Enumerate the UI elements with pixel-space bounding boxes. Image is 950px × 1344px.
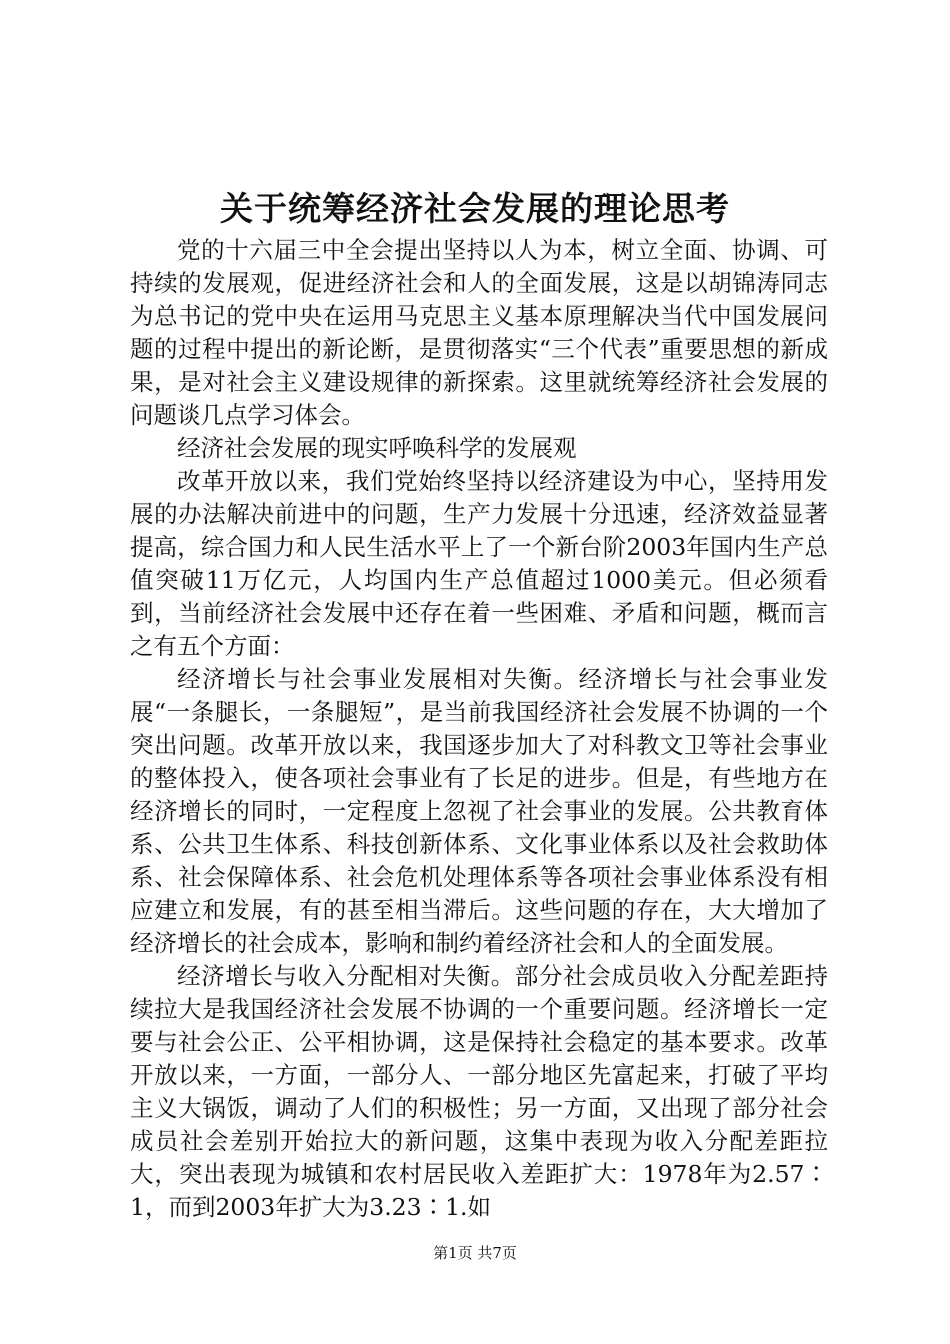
paragraph-intro: 党的十六届三中全会提出坚持以人为本，树立全面、协调、可持续的发展观，促进经济社会和人的全面发展，这是以胡锦涛同志为总书记的党中央在运用马克思主义基本原理解决当代中国发展问题的过程中提出的新论断，是贯彻落实“三个代表”重要思想的新成果，是对社会主义建设规律的新探索。这里就统筹经济社会发展的问题谈几点学习体会。 — [130, 236, 828, 429]
document-body — [130, 234, 828, 1224]
document-title: 关于统筹经济社会发展的理论思考 — [220, 189, 730, 228]
paragraph-social-imbalance: 经济增长与社会事业发展相对失衡。经济增长与社会事业发展“一条腿长，一条腿短”，是当前我国经济社会发展不协调的一个突出问题。改革开放以来，我国逐步加大了对科教文卫等社会事业的整体投入，使各项社会事业有了长足的进步。但是，有些地方在经济增长的同时，一定程度上忽视了社会事业的发展。公共教育体系、公共卫生体系、科技创新体系、文化事业体系以及社会救助体系、社会保障体系、社会危机处理体系等各项社会事业体系没有相应建立和发展，有的甚至相当滞后。这些问题的存在，大大增加了经济增长的社会成本，影响和制约着经济社会和人的全面发展。 — [130, 665, 828, 957]
paragraph-income-imbalance: 经济增长与收入分配相对失衡。部分社会成员收入分配差距持续拉大是我国经济社会发展不协调的一个重要问题。经济增长一定要与社会公正、公平相协调，这是保持社会稳定的基本要求。改革开放以来，一方面，一部分人、一部分地区先富起来，打破了平均主义大锅饭，调动了人们的积极性；另一方面，又出现了部分社会成员社会差别开始拉大的新问题，这集中表现为收入分配差距拉大，突出表现为城镇和农村居民收入差距扩大：1978年为2.57∶1，而到2003年扩大为3.23∶1.如 — [130, 962, 828, 1221]
page-footer: 第1页 共7页 — [433, 1244, 517, 1262]
paragraph-reform: 改革开放以来，我们党始终坚持以经济建设为中心，坚持用发展的办法解决前进中的问题，生产力发展十分迅速，经济效益显著提高，综合国力和人民生活水平上了一个新台阶2003年国内生产总值突破11万亿元，人均国内生产总值超过1000美元。但必须看到，当前经济社会发展中还存在着一些困难、矛盾和问题，概而言之有五个方面： — [130, 467, 828, 660]
section-heading: 经济社会发展的现实呼唤科学的发展观 — [177, 434, 577, 462]
